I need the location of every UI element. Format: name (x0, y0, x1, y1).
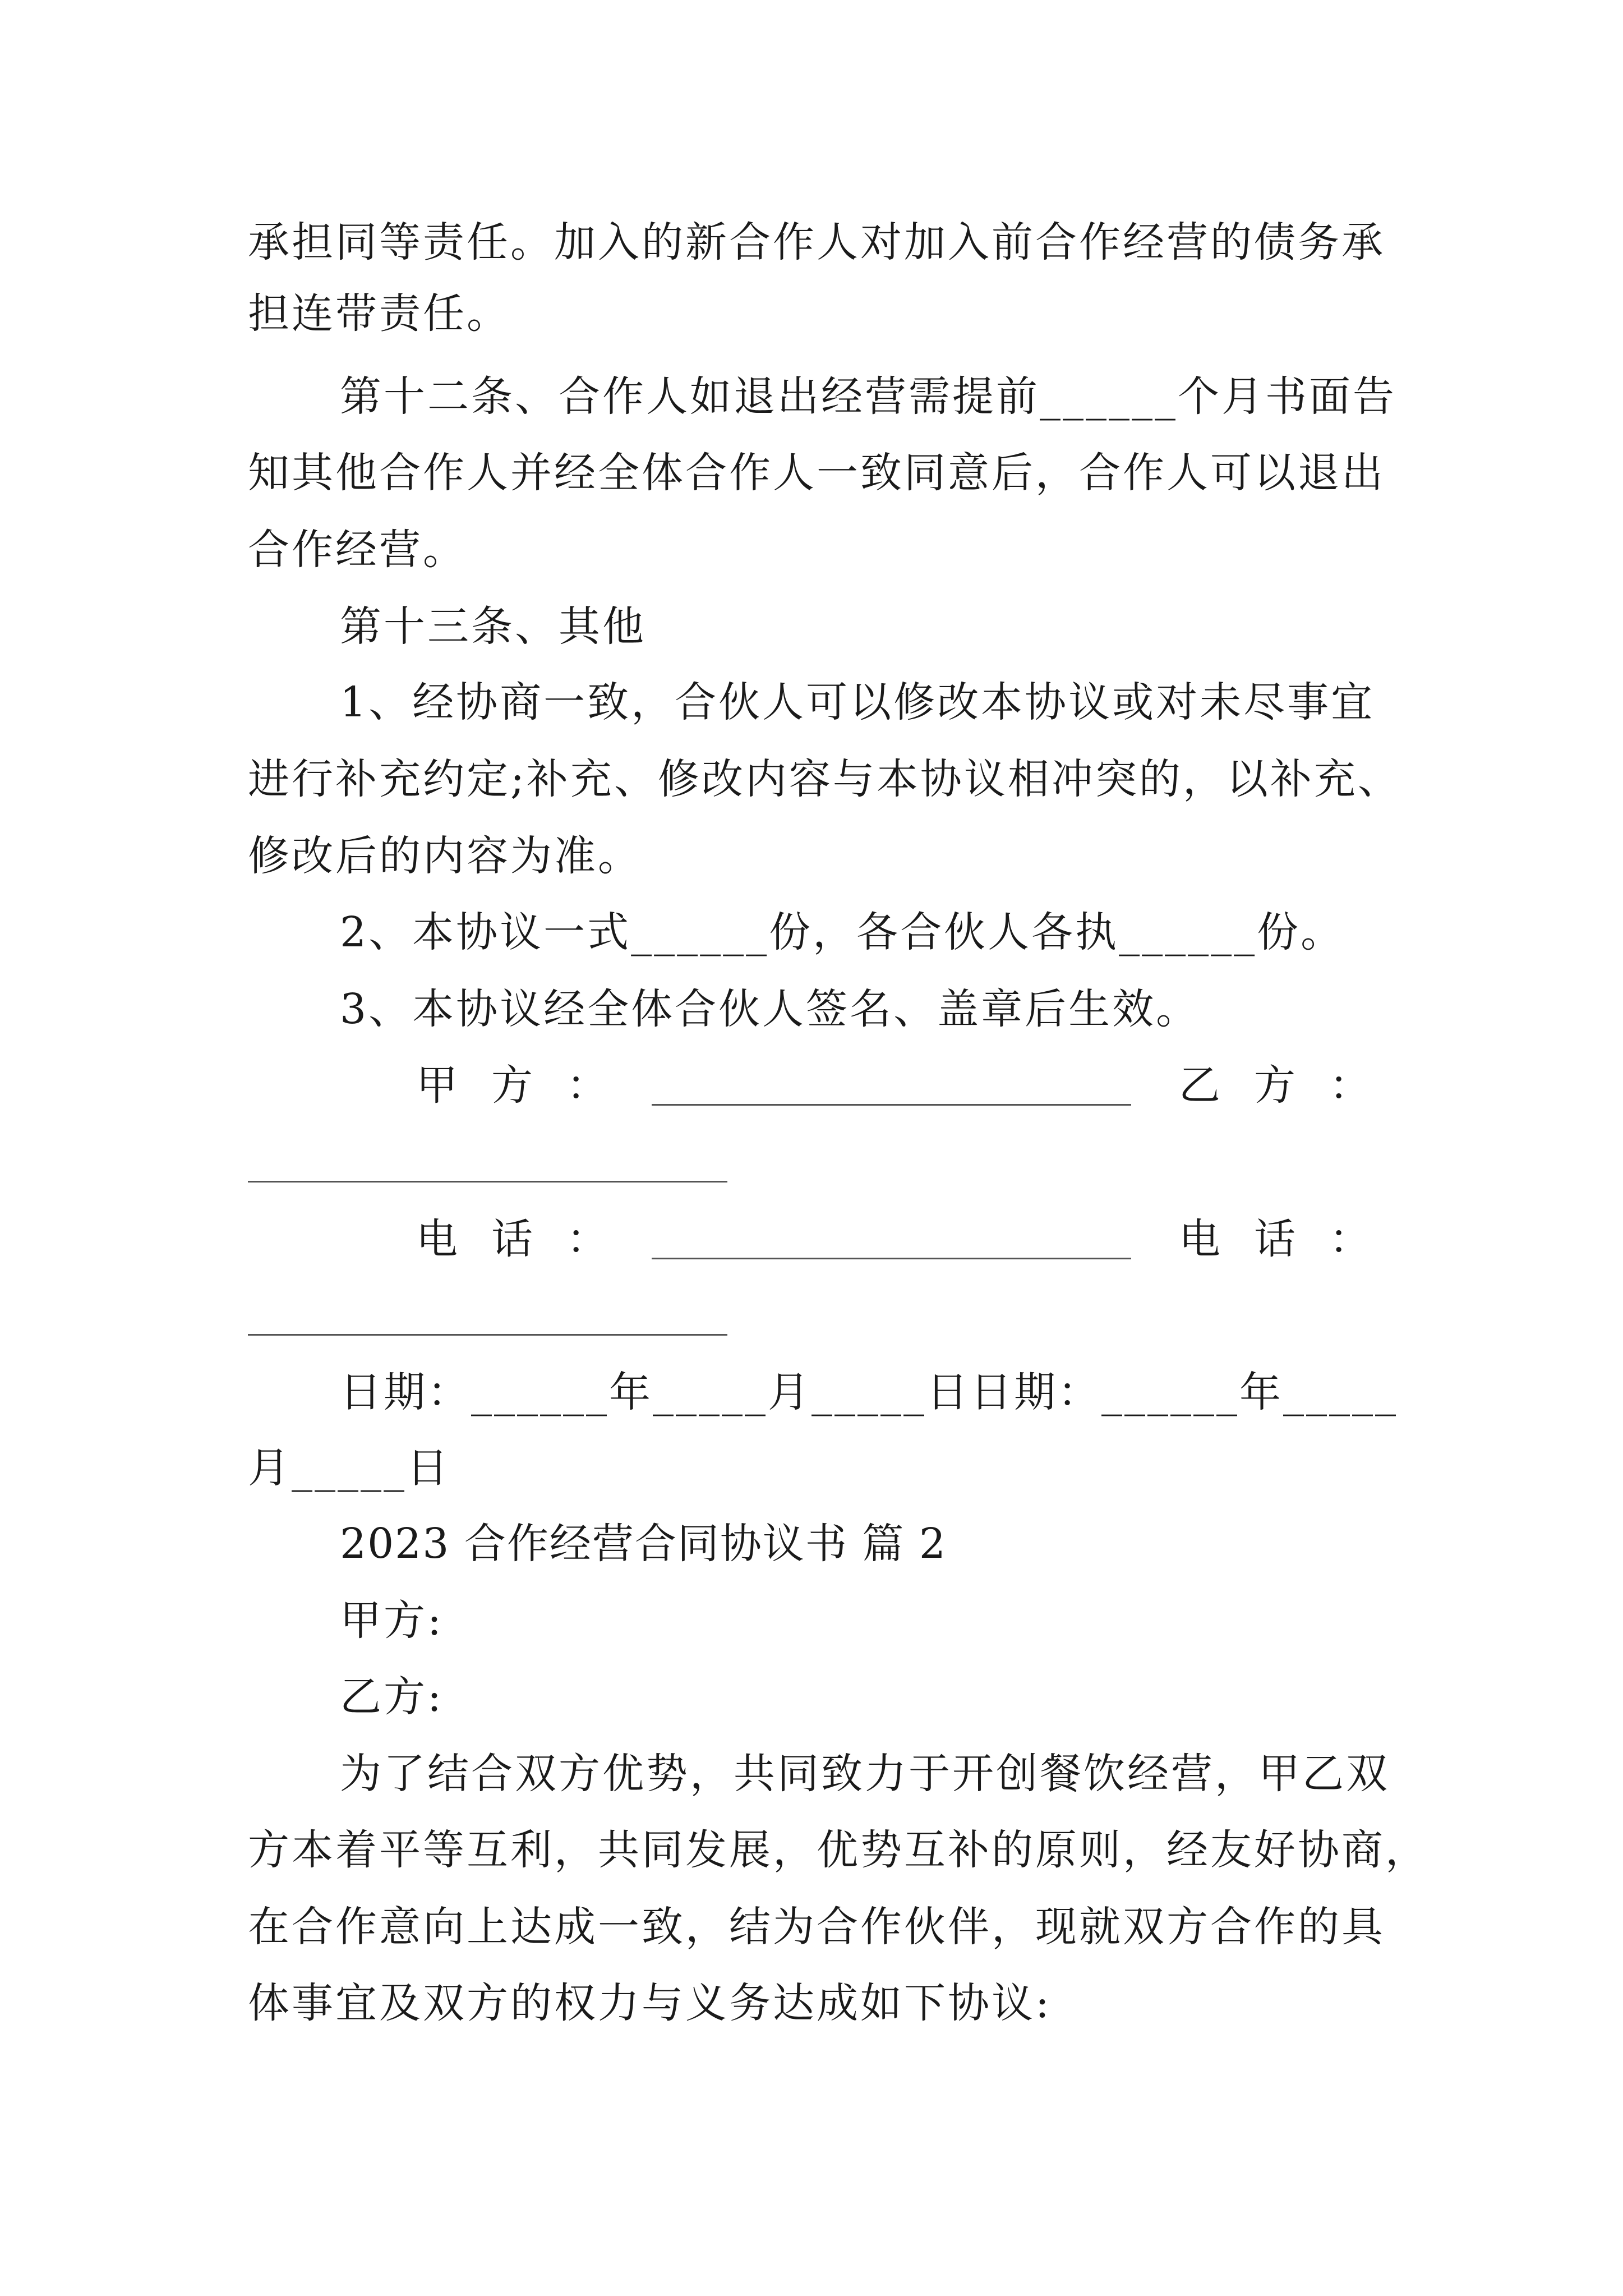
intro-line: 在合作意向上达成一致，结为合作伙伴，现就双方合作的具 (248, 1903, 1385, 1951)
paragraph-line: 进行补充约定;补充、修改内容与本协议相冲突的，以补充、 (248, 755, 1401, 803)
section-title: 2023 合作经营合同协议书 篇 2 (340, 1520, 947, 1568)
paragraph-line: 合作经营。 (248, 526, 467, 574)
clause-3-line: 3、本协议经全体合伙人签名、盖章后生效。 (340, 985, 1200, 1033)
clause-2-line: 2、本协议一式______份，各合伙人各执______份。 (340, 908, 1345, 956)
party-signature-row (248, 1061, 1404, 1110)
date-line: 日期：______年_____月_____日日期：______年_____ (340, 1368, 1398, 1416)
party-a-line: 甲方: (340, 1596, 444, 1645)
paragraph-line: 修改后的内容为准。 (248, 832, 642, 880)
phone-b-label: 电话： (1179, 1215, 1404, 1263)
paragraph-line: 知其他合作人并经全体合作人一致同意后，合作人可以退出 (248, 449, 1385, 497)
paragraph-line: 承担同等责任。加入的新合作人对加入前合作经营的债务承 (248, 218, 1385, 266)
phone-a-label: 电话： (416, 1215, 642, 1263)
phone-a-line (652, 1258, 1131, 1259)
clause-1-line: 1、经协商一致，合伙人可以修改本协议或对未尽事宜 (340, 678, 1375, 726)
paragraph-line: 担连带责任。 (248, 289, 510, 338)
phone-b-line (248, 1334, 727, 1336)
party-a-signature-line (652, 1104, 1131, 1106)
intro-line: 方本着平等互利，共同发展，优势互补的原则，经友好协商， (248, 1826, 1429, 1874)
article-12-line: 第十二条、合作人如退出经营需提前______个月书面告 (340, 372, 1396, 421)
party-b-label: 乙方： (1179, 1061, 1404, 1110)
party-b-line: 乙方: (340, 1673, 444, 1721)
phone-row (248, 1215, 1404, 1263)
article-13-heading: 第十三条、其他 (340, 602, 646, 651)
date-line-continued: 月_____日 (248, 1444, 450, 1492)
party-b-signature-line (248, 1181, 727, 1182)
party-a-label: 甲方： (416, 1061, 642, 1110)
intro-line: 为了结合双方优势，共同致力于开创餐饮经营，甲乙双 (340, 1750, 1390, 1798)
intro-line: 体事宜及双方的权力与义务达成如下协议: (248, 1979, 1052, 2027)
